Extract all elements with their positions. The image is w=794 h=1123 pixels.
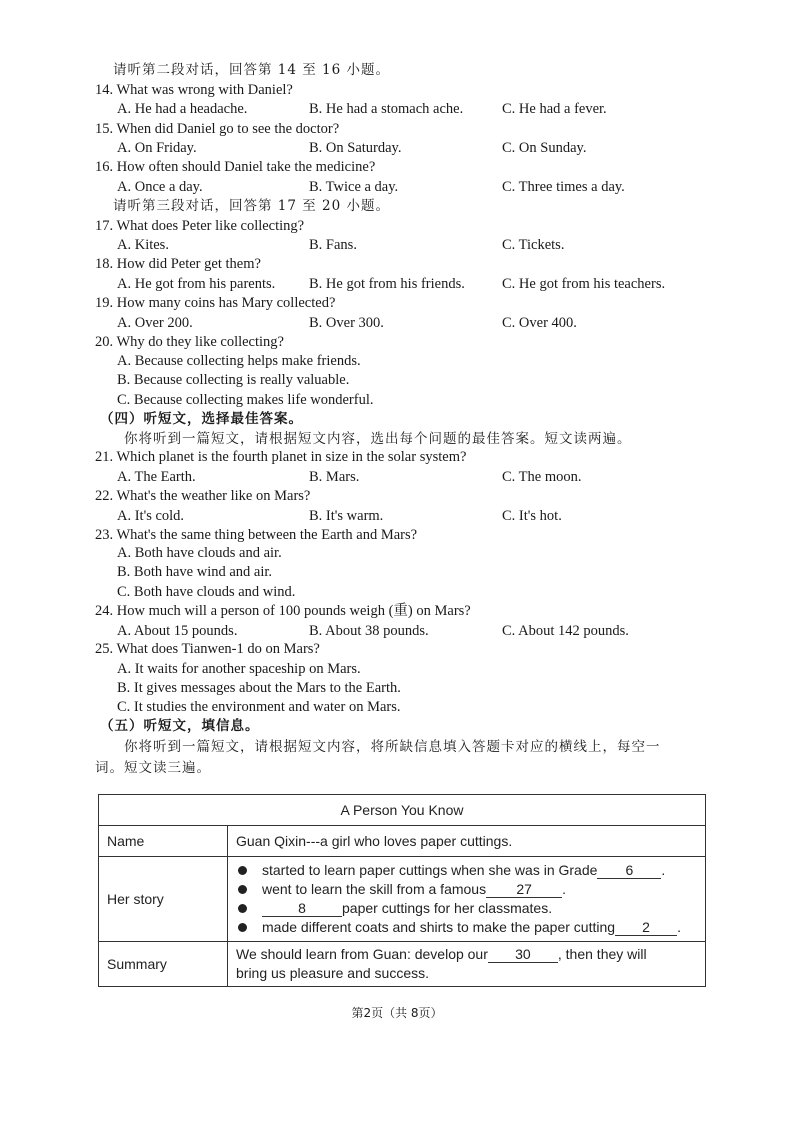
option-b: B. On Saturday. [309,140,402,156]
option-25-b: B. It gives messages about the Mars to the Earth. [117,680,401,696]
option-25-a: A. It waits for another spaceship on Mars. [117,661,361,677]
summary-label: Summary [99,942,228,987]
option-b: B. Twice a day. [309,179,399,195]
option-b: B. About 38 pounds. [309,623,429,639]
answer-blank: 6 [597,862,661,879]
answer-blank: 30 [488,946,558,963]
section-5-instruction-cont: 词。短文读三遍。 [95,760,211,776]
option-b: B. Fans. [309,237,357,253]
option-20-c: C. Because collecting makes life wonderful. [117,392,374,408]
bullet-icon [238,866,247,875]
story-item: made different coats and shirts to make the paper cutting 2 . [236,918,697,937]
option-c: C. About 142 pounds. [502,623,629,639]
story-item: started to learn paper cuttings when she was in Grade 6 . [236,861,697,880]
page-footer: 第2页（共 8页） [351,1006,443,1020]
option-23-b: B. Both have wind and air. [117,564,273,580]
story-item: 8 paper cuttings for her classmates. [236,899,697,918]
option-20-a: A. Because collecting helps make friends. [117,353,361,369]
summary-value: We should learn from Guan: develop our 30 , then they will bring us pleasure and success. [228,942,706,987]
option-b: B. Mars. [309,469,360,485]
option-c: C. On Sunday. [502,140,587,156]
option-c: C. Tickets. [502,237,565,253]
option-b: B. Over 300. [309,315,384,331]
question-15: 15. When did Daniel go to see the doctor? [95,121,340,137]
question-20: 20. Why do they like collecting? [95,334,284,350]
instruction-q17-20: 请听第三段对话，回答第 17 至 20 小题。 [113,198,391,214]
instruction-q14-16: 请听第二段对话，回答第 14 至 16 小题。 [113,62,391,78]
option-a: A. Kites. [117,237,169,253]
name-value: Guan Qixin---a girl who loves paper cuttings. [228,826,706,857]
question-25: 25. What does Tianwen-1 do on Mars? [95,641,320,657]
answer-blank: 27 [486,881,562,898]
option-c: C. He got from his teachers. [502,276,666,292]
bullet-icon [238,885,247,894]
option-a: A. The Earth. [117,469,196,485]
option-23-a: A. Both have clouds and air. [117,545,282,561]
section-5-title: （五）听短文，填信息。 [100,718,260,734]
option-b: B. He got from his friends. [309,276,465,292]
info-table [98,794,706,987]
option-a: A. Once a day. [117,179,203,195]
option-23-c: C. Both have clouds and wind. [117,584,296,600]
question-22: 22. What's the weather like on Mars? [95,488,311,504]
section-4-instruction: 你将听到一篇短文，请根据短文内容，选出每个问题的最佳答案。短文读两遍。 [124,431,632,447]
option-a: A. About 15 pounds. [117,623,238,639]
story-item: went to learn the skill from a famous 27 . [236,880,697,899]
option-c: C. He had a fever. [502,101,607,117]
section-4-title: （四）听短文，选择最佳答案。 [100,411,303,427]
option-a: A. On Friday. [117,140,197,156]
name-label: Name [99,826,228,857]
question-16: 16. How often should Daniel take the medicine? [95,159,376,175]
option-c: C. The moon. [502,469,582,485]
option-25-c: C. It studies the environment and water on Mars. [117,699,401,715]
answer-blank: 2 [615,919,677,936]
option-c: C. Three times a day. [502,179,625,195]
question-23: 23. What's the same thing between the Earth and Mars? [95,527,418,543]
question-17: 17. What does Peter like collecting? [95,218,305,234]
answer-blank: 8 [262,900,342,917]
option-a: A. He had a headache. [117,101,248,117]
story-label: Her story [99,857,228,942]
table-title: A Person You Know [99,795,706,826]
question-18: 18. How did Peter get them? [95,256,261,272]
question-24: 24. How much will a person of 100 pounds weigh (重) on Mars? [95,603,471,619]
bullet-icon [238,904,247,913]
story-list [228,857,706,942]
question-14: 14. What was wrong with Daniel? [95,82,293,98]
question-21: 21. Which planet is the fourth planet in size in the solar system? [95,449,467,465]
option-20-b: B. Because collecting is really valuable. [117,372,350,388]
bullet-icon [238,923,247,932]
option-a: A. He got from his parents. [117,276,276,292]
option-c: C. It's hot. [502,508,562,524]
section-5-instruction: 你将听到一篇短文，请根据短文内容，将所缺信息填入答题卡对应的横线上，每空一 [124,739,661,755]
option-a: A. It's cold. [117,508,185,524]
option-c: C. Over 400. [502,315,577,331]
option-a: A. Over 200. [117,315,193,331]
option-b: B. He had a stomach ache. [309,101,464,117]
question-19: 19. How many coins has Mary collected? [95,295,336,311]
option-b: B. It's warm. [309,508,384,524]
